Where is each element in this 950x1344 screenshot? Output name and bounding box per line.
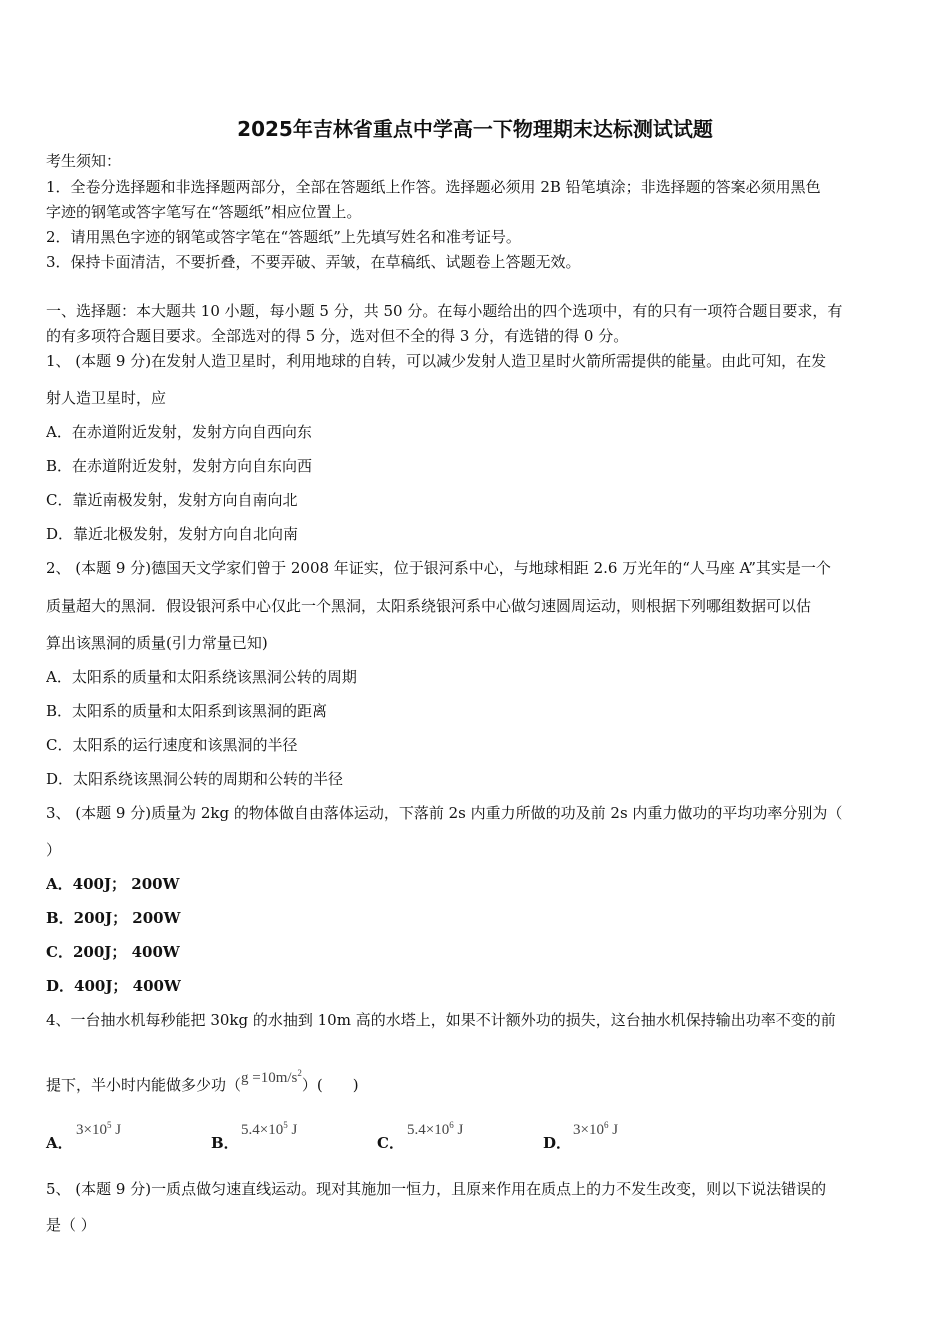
question-stem: 射人造卫星时，应 [46,389,167,407]
answer-option: C．靠近南极发射，发射方向自南向北 [46,491,298,509]
notice-item: 3．保持卡面清洁，不要折叠，不要弄破、弄皱，在草稿纸、试题卷上答题无效。 [46,253,581,271]
section-line: 的有多项符合题目要求。全部选对的得 5 分，选对但不全的得 3 分，有选错的得 0 分。 [46,327,629,345]
answer-option: A．太阳系的质量和太阳系绕该黑洞公转的周期 [46,668,357,686]
q4-options [46,1120,908,1156]
answer-option: D．400J； 400W [46,977,181,995]
option-value [407,1120,463,1139]
option-mantissa: 3×10 [76,1122,107,1138]
option-value [76,1120,121,1139]
option-label: B． [211,1134,239,1152]
option-mantissa: 3×10 [573,1122,604,1138]
notice-item: 2．请用黑色字迹的钢笔或答字笔在“答题纸”上先填写姓名和准考证号。 [46,228,521,246]
question-stem: 2、 (本题 9 分)德国天文学家们曾于 2008 年证实，位于银河系中心，与地球相距 2.6 万光年的“人马座 A”其实是一个 [46,559,831,577]
option-value [241,1120,297,1139]
answer-option: B．太阳系的质量和太阳系到该黑洞的距离 [46,702,328,720]
option-exponent: 6 [603,1120,609,1130]
answer-option: A．400J； 200W [46,875,180,893]
answer-option: C．200J； 400W [46,943,180,961]
question-stem: 3、 (本题 9 分)质量为 2kg 的物体做自由落体运动，下落前 2s 内重力所做的功及前 2s 内重力做功的平均功率分别为（ [46,804,843,822]
answer-option: B．在赤道附近发射，发射方向自东向西 [46,457,313,475]
option-label: C． [377,1134,404,1152]
answer-option: C．太阳系的运行速度和该黑洞的半径 [46,736,298,754]
question-stem: 5、 (本题 9 分)一质点做匀速直线运动。现对其施加一恒力，且原来作用在质点上的力不发生改变，则以下说法错误的 [46,1180,827,1198]
formula-base: g =10m/s [241,1070,298,1086]
answer-option: D．太阳系绕该黑洞公转的周期和公转的半径 [46,770,344,788]
option-exponent: 6 [449,1120,454,1130]
formula-exponent: 2 [297,1068,302,1078]
question-stem: ） [46,841,62,859]
answer-option: D．靠近北极发射，发射方向自北向南 [46,525,299,543]
page-title: 2025年吉林省重点中学高一下物理期末达标测试试题 [237,117,713,141]
option-unit: J [287,1122,298,1138]
section-line: 一、选择题：本大题共 10 小题，每小题 5 分，共 50 分。在每小题给出的四个选项中，有的只有一项符合题目要求，有 [46,302,843,320]
option-unit: J [608,1122,619,1138]
notice-item: 1．全卷分选择题和非选择题两部分，全部在答题纸上作答。选择题必须用 2B 铅笔填涂；非选择题的答案必须用黑色 [46,178,821,196]
question-stem: 是（ ） [46,1216,96,1234]
option-exponent: 5 [106,1120,112,1130]
option-label: D． [543,1134,572,1152]
question-stem: 算出该黑洞的质量(引力常量已知) [46,634,268,652]
option-unit: J [453,1122,464,1138]
question-stem-text: 提下，半小时内能做多少功（ [46,1076,242,1094]
option-mantissa: 5.4×10 [407,1122,450,1138]
question-stem [46,1066,908,1096]
gravity-formula [241,1070,302,1086]
notice-heading: 考生须知： [46,152,122,170]
answer-option: B．200J； 200W [46,909,181,927]
notice-item: 字迹的钢笔或答字笔写在“答题纸”相应位置上。 [46,203,362,221]
option-label: A． [46,1134,73,1152]
question-stem-text: ）( ) [301,1076,359,1094]
option-mantissa: 5.4×10 [241,1122,284,1138]
question-stem: 质量超大的黑洞．假设银河系中心仅此一个黑洞，太阳系绕银河系中心做匀速圆周运动，则根据下列哪组数据可以估 [46,597,812,615]
answer-option: A．在赤道附近发射，发射方向自西向东 [46,423,312,441]
option-exponent: 5 [283,1120,288,1130]
option-unit: J [111,1122,122,1138]
question-stem: 4、一台抽水机每秒能把 30kg 的水抽到 10m 高的水塔上，如果不计额外功的损失，这台抽水机保持输出功率不变的前 [46,1011,836,1029]
option-value [573,1120,618,1139]
question-stem: 1、 (本题 9 分)在发射人造卫星时，利用地球的自转，可以减少发射人造卫星时火箭所需提供的能量。由此可知，在发 [46,352,827,370]
